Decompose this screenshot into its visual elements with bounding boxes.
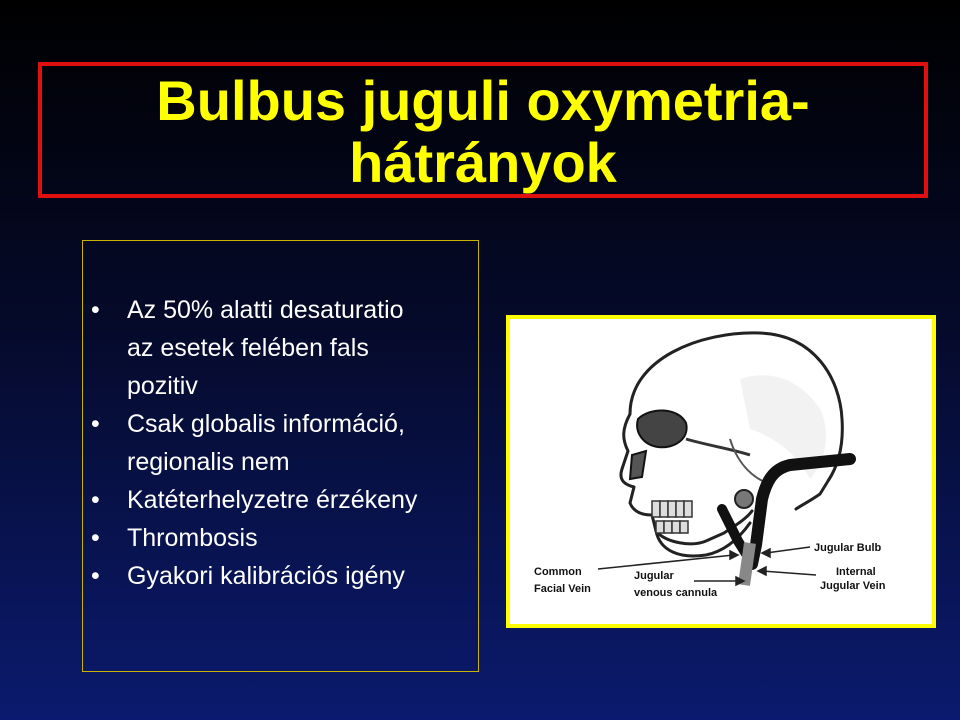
slide-title-line-1: Bulbus juguli oxymetria- bbox=[156, 69, 810, 132]
skull-diagram bbox=[510, 319, 932, 624]
label-common-line-1: Common bbox=[534, 566, 582, 578]
bullet-item bbox=[83, 481, 478, 519]
bullet-list bbox=[83, 291, 478, 595]
arrow-common-facial-head bbox=[730, 551, 738, 559]
bullet-item bbox=[83, 557, 478, 595]
skull-nasal bbox=[630, 451, 646, 479]
skull-diagram-frame bbox=[506, 315, 936, 628]
slide-title-line-2: hátrányok bbox=[349, 131, 617, 194]
bullet-text: regionalis nem bbox=[127, 448, 290, 476]
arrow-jugular-bulb bbox=[766, 547, 810, 553]
label-common-line-2: Facial Vein bbox=[534, 583, 591, 595]
skull-zygoma bbox=[686, 439, 750, 455]
bullet-item bbox=[83, 519, 478, 557]
arrow-common-facial bbox=[598, 555, 734, 569]
label-cannula-line-2: venous cannula bbox=[634, 587, 718, 599]
bullet-text: pozitiv bbox=[127, 372, 198, 400]
bullet-text: Katéterhelyzetre érzékeny bbox=[127, 486, 418, 514]
skull-ear-canal bbox=[735, 490, 753, 508]
label-internal-line-2: Jugular Vein bbox=[820, 580, 886, 592]
arrow-internal-jugular bbox=[762, 571, 816, 575]
arrow-internal-jugular-head bbox=[758, 567, 766, 575]
label-jugular-bulb: Jugular Bulb bbox=[814, 542, 882, 554]
bullet-text: Az 50% alatti desaturatio bbox=[127, 296, 404, 324]
bullet-item bbox=[83, 405, 478, 481]
skull-eye-socket bbox=[637, 410, 687, 447]
label-cannula-line-1: Jugular bbox=[634, 570, 674, 582]
arrow-jugular-bulb-head bbox=[762, 549, 770, 557]
bullet-text: Gyakori kalibrációs igény bbox=[127, 562, 405, 590]
bullet-text: az esetek felében fals bbox=[127, 334, 369, 362]
bullet-text: Csak globalis információ, bbox=[127, 410, 405, 438]
content-box bbox=[82, 240, 479, 672]
bullet-text: Thrombosis bbox=[127, 524, 258, 552]
label-internal-line-1: Internal bbox=[836, 566, 876, 578]
slide-title bbox=[42, 70, 924, 194]
skull-teeth bbox=[652, 501, 692, 533]
title-box bbox=[38, 62, 928, 198]
jugular-venous-cannula bbox=[744, 543, 750, 585]
bullet-item bbox=[83, 291, 478, 405]
